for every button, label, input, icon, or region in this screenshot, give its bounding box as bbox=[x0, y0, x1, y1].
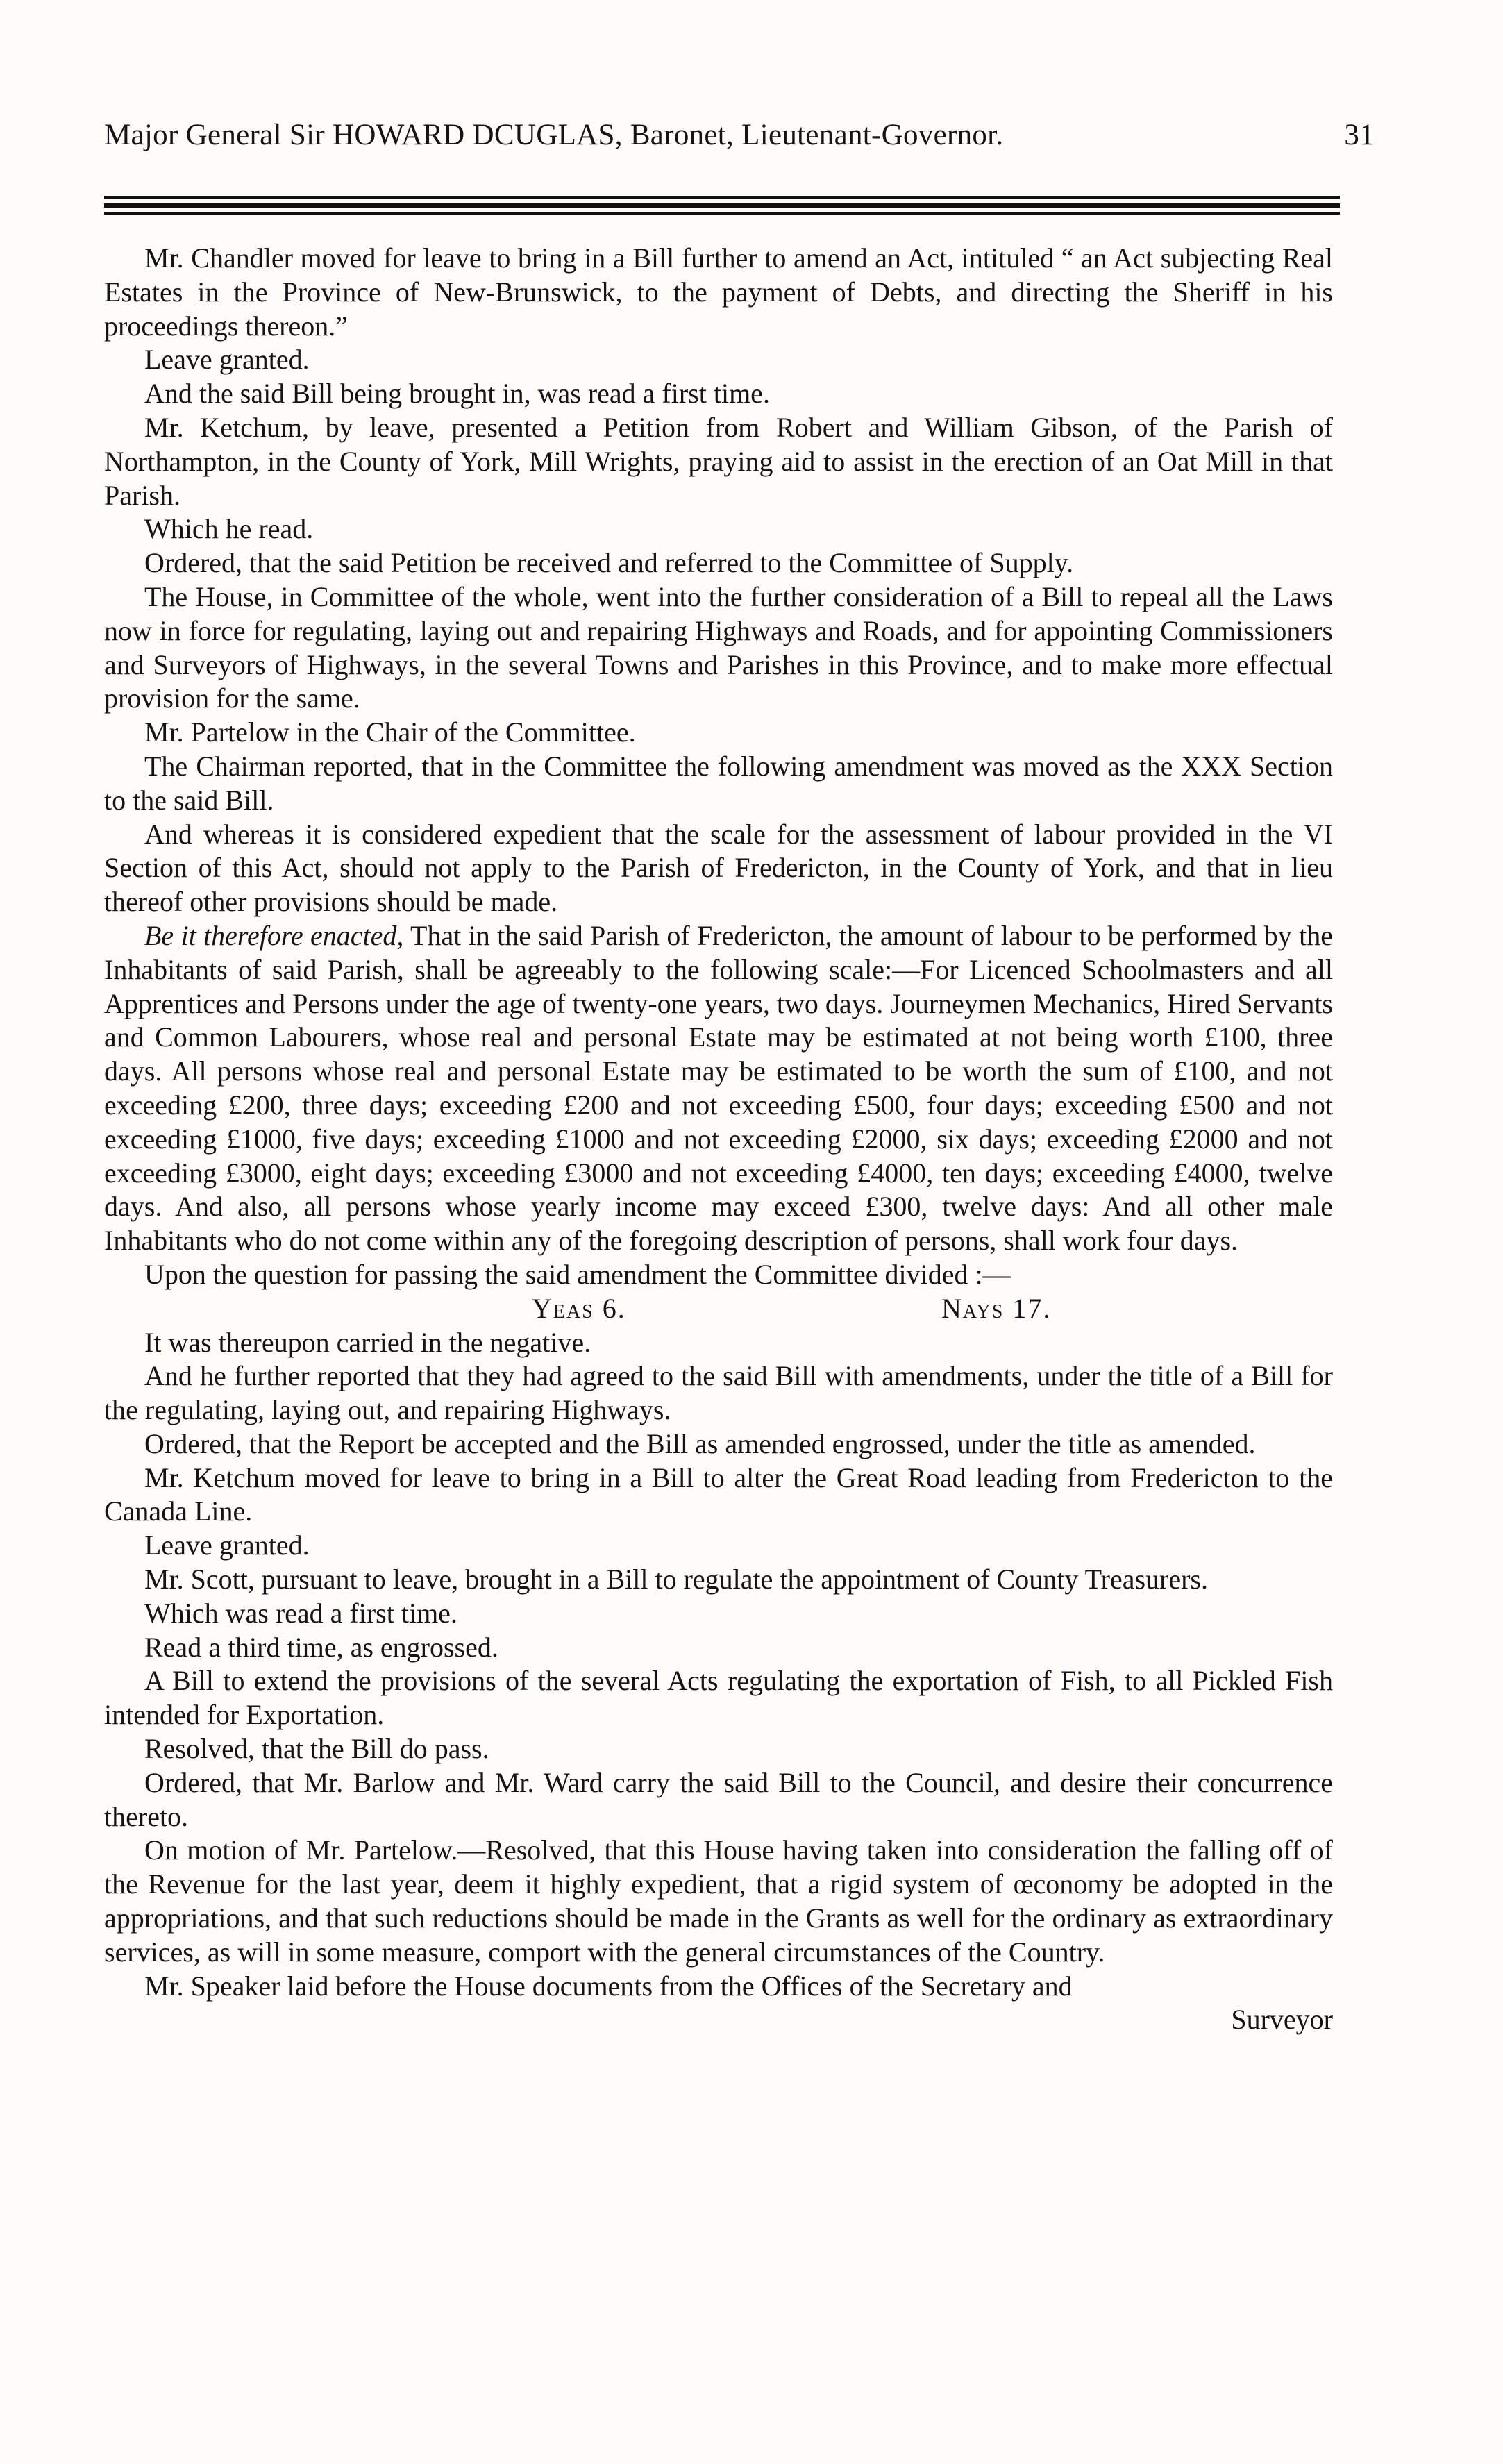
paragraph: Which was read a first time. bbox=[144, 1597, 457, 1629]
paragraph: The Chairman reported, that in the Committee the following amendment was moved as the XXX Section to the said Bill. bbox=[104, 750, 1333, 816]
paragraph: Read a third time, as engrossed. bbox=[144, 1631, 498, 1663]
header-title: Major General Sir HOWARD DCUGLAS, Baronet, Lieutenant-Governor. bbox=[104, 119, 1004, 151]
nays-count: Nays 17. bbox=[941, 1292, 1052, 1324]
question-paragraph: Upon the question for passing the said amendment the Committee divided :— bbox=[144, 1258, 1011, 1290]
paragraph: Ordered, that Mr. Barlow and Mr. Ward carry the said Bill to the Council, and desire their concurrence thereto. bbox=[104, 1766, 1333, 1832]
paragraph: Ordered, that the Report be accepted and the Bill as amended engrossed, under the title as amended. bbox=[144, 1427, 1256, 1459]
paragraph: It was thereupon carried in the negative. bbox=[144, 1326, 591, 1358]
paragraph: Mr. Scott, pursuant to leave, brought in a Bill to regulate the appointment of County Treasurers. bbox=[144, 1564, 1208, 1595]
paragraph: And whereas it is considered expedient that the scale for the assessment of labour provided in the VI Section of this Act, should not apply to the Parish of Fredericton, in the County of York, and that in lieu thereof other provisions should be made. bbox=[104, 818, 1333, 918]
paragraph: Mr. Chandler moved for leave to bring in a Bill further to amend an Act, intituled “ an Act subjecting Real Estates in the Province of New-Brunswick, to the payment of Debts, and directing the Sheriff in his proceedings thereon.” bbox=[104, 242, 1333, 342]
paragraph: The House, in Committee of the whole, went into the further consideration of a Bill to repeal all the Laws now in force for regulating, laying out and repairing Highways and Roads, and for appointing Commissioners and Surveyors of Highways, in the several Towns and Parishes in this Province, and to make more effectual provision for the same. bbox=[104, 580, 1333, 714]
paragraph: And the said Bill being brought in, was read a first time. bbox=[144, 378, 770, 410]
paragraph: A Bill to extend the provisions of the several Acts regulating the exportation of Fish, to all Pickled Fish intended for Exportation. bbox=[104, 1665, 1333, 1731]
header-rule bbox=[104, 203, 1340, 208]
paragraph: Mr. Ketchum moved for leave to bring in a Bill to alter the Great Road leading from Fredericton to the Canada Line. bbox=[104, 1461, 1333, 1527]
yeas-count: Yeas 6. bbox=[532, 1292, 626, 1324]
paragraph: And he further reported that they had agreed to the said Bill with amendments, under the title of a Bill for the regulating, laying out, and repairing Highways. bbox=[104, 1360, 1333, 1426]
enacted-lead: Be it therefore enacted, bbox=[144, 919, 404, 951]
paragraph: Which he read. bbox=[144, 513, 314, 545]
running-header bbox=[104, 118, 1375, 160]
header-rule bbox=[104, 212, 1340, 215]
page-number: 31 bbox=[1344, 119, 1375, 151]
paragraph: On motion of Mr. Partelow.—Resolved, that this House having taken into consideration the falling off of the Revenue for the last year, deem it highly expedient, that a rigid system of œconomy be adopted in the appropriations, and that such reductions should be made in the Grants as well for the ordinary as extraordinary services, as will in some measure, comport with the general circumstances of the Country. bbox=[104, 1834, 1333, 1968]
catchword: Surveyor bbox=[1231, 2004, 1333, 2036]
division-result bbox=[104, 1292, 1333, 1326]
paragraph: Ordered, that the said Petition be received and referred to the Committee of Supply. bbox=[144, 547, 1074, 579]
journal-text bbox=[104, 242, 1333, 2037]
paragraph: Mr. Speaker laid before the House documents from the Offices of the Secretary and bbox=[144, 1970, 1073, 2002]
header-rule bbox=[104, 196, 1340, 199]
paragraph: Mr. Ketchum, by leave, presented a Petition from Robert and William Gibson, of the Parish of Northampton, in the County of York, Mill Wrights, praying aid to assist in the erection of an Oat Mill in that Parish. bbox=[104, 411, 1333, 511]
enacted-paragraph bbox=[104, 919, 1333, 1258]
paragraph: Leave granted. bbox=[144, 1529, 310, 1561]
enacted-text: That in the said Parish of Fredericton, the amount of labour to be performed by the Inhabitants of said Parish, shall be agreeably to the following scale:—For Licenced Schoolmasters and all Apprentices and Persons under the age of twenty-one years, two days. Journeymen Mechanics, Hired Servants and Common Labourers, whose real and personal Estate may be estimated at not being worth £100, three days. All persons whose real and personal Estate may be estimated to be worth the sum of £100, and not exceeding £200, three days; exceeding £200 and not exceeding £500, four days; exceeding £500 and not exceeding £1000, five days; exceeding £1000 and not exceeding £2000, six days; exceeding £2000 and not exceeding £3000, eight days; exceeding £3000 and not exceeding £4000, ten days; exceeding £4000, twelve days. And also, all persons whose yearly income may exceed £300, twelve days: And all other male Inhabitants who do not come within any of the foregoing description of persons, shall work four days. bbox=[104, 919, 1333, 1257]
paragraph: Resolved, that the Bill do pass. bbox=[144, 1733, 489, 1765]
paragraph: Mr. Partelow in the Chair of the Committee. bbox=[144, 716, 636, 748]
paragraph: Leave granted. bbox=[144, 344, 310, 376]
